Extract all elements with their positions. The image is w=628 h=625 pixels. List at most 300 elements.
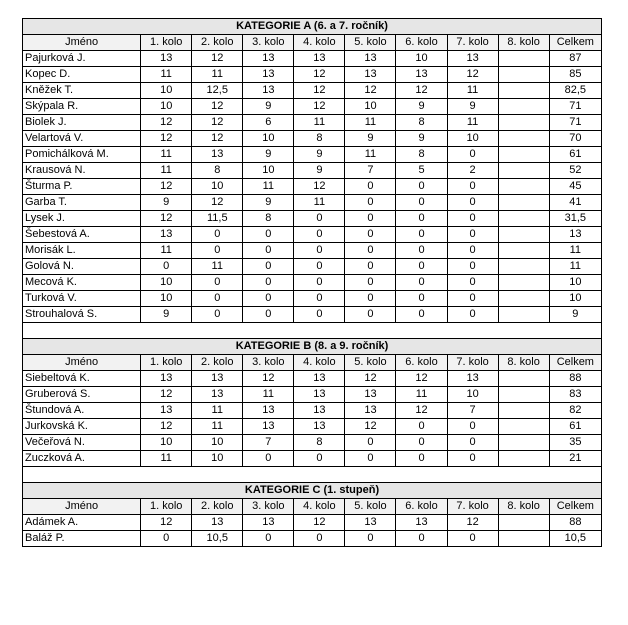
table-row [23,51,602,67]
round-score-cell [498,435,549,451]
round-score-cell: 13 [294,371,345,387]
round-score-cell: 11 [141,67,192,83]
round-score-cell: 13 [192,515,243,531]
round-score-cell: 12 [192,115,243,131]
round-score-cell: 12,5 [192,83,243,99]
participant-name: Mecová K. [23,275,141,291]
column-header: 5. kolo [345,355,396,371]
round-score-cell [498,131,549,147]
spacer-cell [23,323,602,339]
table-row [23,67,602,83]
total-cell: 61 [549,147,601,163]
total-cell: 10 [549,275,601,291]
round-score-cell: 12 [141,419,192,435]
round-score-cell [498,115,549,131]
column-header-row [23,499,602,515]
round-score-cell: 11,5 [192,211,243,227]
round-score-cell [498,99,549,115]
table-row [23,307,602,323]
round-score-cell: 0 [345,259,396,275]
round-score-cell: 7 [345,163,396,179]
round-score-cell: 13 [345,51,396,67]
round-score-cell: 11 [345,147,396,163]
results-sheet [22,18,602,547]
round-score-cell [498,227,549,243]
round-score-cell: 10,5 [192,531,243,547]
total-cell: 11 [549,243,601,259]
column-header: 7. kolo [447,355,498,371]
round-score-cell: 13 [141,51,192,67]
round-score-cell: 13 [447,51,498,67]
column-header: Jméno [23,355,141,371]
round-score-cell: 11 [192,419,243,435]
participant-name: Siebeltová K. [23,371,141,387]
round-score-cell: 0 [447,275,498,291]
round-score-cell: 0 [447,531,498,547]
participant-name: Baláž P. [23,531,141,547]
category-title-row [23,483,602,499]
round-score-cell: 0 [294,227,345,243]
round-score-cell: 0 [294,291,345,307]
results-table [22,18,602,547]
participant-name: Zuczková A. [23,451,141,467]
round-score-cell [498,243,549,259]
round-score-cell: 13 [294,51,345,67]
round-score-cell [498,163,549,179]
column-header: Jméno [23,499,141,515]
round-score-cell: 8 [294,131,345,147]
column-header: 3. kolo [243,499,294,515]
round-score-cell: 12 [447,515,498,531]
round-score-cell: 13 [192,147,243,163]
round-score-cell: 12 [345,83,396,99]
round-score-cell: 0 [141,531,192,547]
round-score-cell: 0 [243,243,294,259]
round-score-cell: 13 [447,371,498,387]
round-score-cell: 0 [141,259,192,275]
round-score-cell: 12 [192,51,243,67]
round-score-cell: 13 [141,403,192,419]
round-score-cell: 0 [396,419,447,435]
participant-name: Krausová N. [23,163,141,179]
column-header: 8. kolo [498,35,549,51]
table-row [23,131,602,147]
round-score-cell: 11 [396,387,447,403]
round-score-cell: 11 [192,259,243,275]
round-score-cell: 10 [243,163,294,179]
round-score-cell: 8 [243,211,294,227]
round-score-cell [498,275,549,291]
round-score-cell: 10 [243,131,294,147]
round-score-cell [498,67,549,83]
column-header: 4. kolo [294,499,345,515]
round-score-cell: 11 [141,451,192,467]
round-score-cell: 0 [192,307,243,323]
column-header: 8. kolo [498,499,549,515]
participant-name: Gruberová S. [23,387,141,403]
round-score-cell: 12 [294,83,345,99]
table-row [23,419,602,435]
round-score-cell: 9 [396,131,447,147]
round-score-cell: 0 [192,291,243,307]
round-score-cell: 0 [294,275,345,291]
table-row [23,195,602,211]
column-header: 3. kolo [243,35,294,51]
participant-name: Pajurková J. [23,51,141,67]
participant-name: Golová N. [23,259,141,275]
round-score-cell: 12 [192,99,243,115]
total-cell: 88 [549,371,601,387]
column-header: 1. kolo [141,355,192,371]
total-cell: 70 [549,131,601,147]
column-header: Jméno [23,35,141,51]
round-score-cell: 0 [294,211,345,227]
round-score-cell: 0 [345,307,396,323]
total-cell: 10 [549,291,601,307]
column-header: 7. kolo [447,35,498,51]
round-score-cell [498,403,549,419]
category-spacer [23,467,602,483]
participant-name: Šturma P. [23,179,141,195]
round-score-cell: 7 [447,403,498,419]
round-score-cell: 0 [192,275,243,291]
round-score-cell: 0 [396,435,447,451]
round-score-cell: 13 [192,371,243,387]
round-score-cell: 8 [396,147,447,163]
round-score-cell: 0 [294,259,345,275]
column-header: 2. kolo [192,499,243,515]
round-score-cell: 12 [396,83,447,99]
round-score-cell: 13 [396,515,447,531]
round-score-cell: 11 [243,387,294,403]
round-score-cell: 9 [243,99,294,115]
round-score-cell: 11 [243,179,294,195]
table-row [23,83,602,99]
column-header: 5. kolo [345,35,396,51]
round-score-cell: 13 [243,83,294,99]
round-score-cell: 0 [345,275,396,291]
table-row [23,403,602,419]
table-row [23,387,602,403]
round-score-cell: 9 [141,307,192,323]
round-score-cell: 12 [243,371,294,387]
round-score-cell: 11 [192,67,243,83]
total-cell: 9 [549,307,601,323]
table-row [23,515,602,531]
round-score-cell: 0 [396,291,447,307]
participant-name: Jurkovská K. [23,419,141,435]
round-score-cell: 0 [396,275,447,291]
round-score-cell: 0 [447,435,498,451]
round-score-cell: 0 [345,195,396,211]
round-score-cell: 0 [345,243,396,259]
round-score-cell [498,147,549,163]
round-score-cell: 0 [243,259,294,275]
round-score-cell: 12 [141,211,192,227]
round-score-cell: 0 [396,195,447,211]
table-row [23,259,602,275]
total-cell: 41 [549,195,601,211]
column-header-row [23,35,602,51]
round-score-cell: 0 [294,307,345,323]
round-score-cell: 5 [396,163,447,179]
round-score-cell: 9 [294,147,345,163]
round-score-cell: 0 [243,227,294,243]
round-score-cell: 13 [396,67,447,83]
round-score-cell: 0 [447,451,498,467]
round-score-cell: 0 [447,259,498,275]
participant-name: Adámek A. [23,515,141,531]
round-score-cell: 13 [243,419,294,435]
round-score-cell: 0 [243,531,294,547]
round-score-cell: 0 [396,211,447,227]
round-score-cell: 10 [141,83,192,99]
round-score-cell [498,211,549,227]
round-score-cell: 13 [294,403,345,419]
round-score-cell: 10 [447,387,498,403]
round-score-cell: 13 [345,515,396,531]
total-cell: 87 [549,51,601,67]
round-score-cell [498,179,549,195]
participant-name: Šebestová A. [23,227,141,243]
participant-name: Strouhalová S. [23,307,141,323]
column-header-row [23,355,602,371]
column-header: 6. kolo [396,355,447,371]
round-score-cell: 11 [141,243,192,259]
round-score-cell: 12 [141,115,192,131]
round-score-cell [498,531,549,547]
column-header: 1. kolo [141,499,192,515]
table-row [23,179,602,195]
column-header: Celkem [549,499,601,515]
round-score-cell: 12 [345,371,396,387]
column-header: Celkem [549,35,601,51]
spacer-cell [23,467,602,483]
round-score-cell [498,387,549,403]
total-cell: 82,5 [549,83,601,99]
round-score-cell: 12 [192,131,243,147]
round-score-cell: 0 [396,243,447,259]
table-row [23,371,602,387]
round-score-cell: 0 [447,307,498,323]
category-title-row [23,339,602,355]
round-score-cell: 13 [294,387,345,403]
round-score-cell: 13 [243,515,294,531]
total-cell: 88 [549,515,601,531]
participant-name: Pomichálková M. [23,147,141,163]
round-score-cell: 0 [396,307,447,323]
round-score-cell: 11 [294,195,345,211]
round-score-cell: 8 [192,163,243,179]
round-score-cell: 12 [192,195,243,211]
column-header: 2. kolo [192,35,243,51]
participant-name: Biolek J. [23,115,141,131]
table-row [23,275,602,291]
round-score-cell: 12 [345,419,396,435]
round-score-cell: 11 [345,115,396,131]
column-header: 7. kolo [447,499,498,515]
round-score-cell: 8 [396,115,447,131]
round-score-cell [498,195,549,211]
participant-name: Kněžek T. [23,83,141,99]
round-score-cell: 0 [192,227,243,243]
round-score-cell: 0 [345,451,396,467]
round-score-cell: 12 [141,515,192,531]
round-score-cell: 12 [294,515,345,531]
table-row [23,147,602,163]
round-score-cell: 0 [345,531,396,547]
round-score-cell: 2 [447,163,498,179]
round-score-cell: 9 [294,163,345,179]
round-score-cell: 13 [243,51,294,67]
total-cell: 21 [549,451,601,467]
round-score-cell: 11 [141,147,192,163]
round-score-cell: 8 [294,435,345,451]
column-header: 4. kolo [294,355,345,371]
round-score-cell: 11 [447,83,498,99]
category-title-row [23,19,602,35]
category-spacer [23,323,602,339]
round-score-cell: 13 [141,227,192,243]
column-header: 4. kolo [294,35,345,51]
total-cell: 35 [549,435,601,451]
round-score-cell: 0 [447,195,498,211]
round-score-cell: 12 [141,179,192,195]
total-cell: 82 [549,403,601,419]
total-cell: 10,5 [549,531,601,547]
round-score-cell: 12 [141,131,192,147]
round-score-cell: 9 [141,195,192,211]
column-header: 1. kolo [141,35,192,51]
category-title: KATEGORIE A (6. a 7. ročník) [23,19,602,35]
round-score-cell: 13 [192,387,243,403]
total-cell: 71 [549,115,601,131]
column-header: 2. kolo [192,355,243,371]
round-score-cell: 11 [294,115,345,131]
round-score-cell: 13 [345,387,396,403]
round-score-cell: 13 [141,371,192,387]
round-score-cell: 13 [294,419,345,435]
round-score-cell: 13 [243,403,294,419]
column-header: 5. kolo [345,499,396,515]
round-score-cell [498,291,549,307]
round-score-cell [498,51,549,67]
round-score-cell: 0 [396,531,447,547]
round-score-cell: 9 [243,147,294,163]
round-score-cell: 12 [396,371,447,387]
participant-name: Lysek J. [23,211,141,227]
table-row [23,99,602,115]
column-header: 8. kolo [498,355,549,371]
round-score-cell: 10 [345,99,396,115]
round-score-cell: 7 [243,435,294,451]
round-score-cell: 13 [345,403,396,419]
round-score-cell: 13 [243,67,294,83]
table-row [23,227,602,243]
round-score-cell: 9 [447,99,498,115]
round-score-cell: 0 [294,451,345,467]
round-score-cell: 0 [447,291,498,307]
participant-name: Morisák L. [23,243,141,259]
round-score-cell: 0 [447,419,498,435]
total-cell: 45 [549,179,601,195]
category-title: KATEGORIE C (1. stupeň) [23,483,602,499]
round-score-cell: 0 [447,227,498,243]
round-score-cell: 10 [141,435,192,451]
round-score-cell: 9 [243,195,294,211]
round-score-cell: 10 [192,179,243,195]
round-score-cell [498,371,549,387]
round-score-cell: 0 [294,243,345,259]
round-score-cell: 0 [345,179,396,195]
round-score-cell: 12 [141,387,192,403]
round-score-cell: 10 [141,99,192,115]
round-score-cell: 12 [294,179,345,195]
round-score-cell: 0 [396,451,447,467]
round-score-cell [498,307,549,323]
round-score-cell: 10 [192,435,243,451]
round-score-cell: 11 [192,403,243,419]
round-score-cell: 0 [192,243,243,259]
participant-name: Večeřová N. [23,435,141,451]
round-score-cell: 0 [345,435,396,451]
table-row [23,435,602,451]
round-score-cell: 10 [141,291,192,307]
table-row [23,115,602,131]
total-cell: 13 [549,227,601,243]
total-cell: 31,5 [549,211,601,227]
total-cell: 71 [549,99,601,115]
column-header: 3. kolo [243,355,294,371]
round-score-cell: 0 [396,259,447,275]
participant-name: Štundová A. [23,403,141,419]
round-score-cell [498,83,549,99]
round-score-cell: 0 [243,307,294,323]
round-score-cell [498,451,549,467]
round-score-cell: 11 [141,163,192,179]
round-score-cell: 0 [243,291,294,307]
table-row [23,243,602,259]
round-score-cell: 0 [447,147,498,163]
round-score-cell [498,419,549,435]
round-score-cell: 10 [192,451,243,467]
round-score-cell: 0 [447,179,498,195]
participant-name: Garba T. [23,195,141,211]
participant-name: Skýpala R. [23,99,141,115]
participant-name: Turková V. [23,291,141,307]
column-header: 6. kolo [396,499,447,515]
round-score-cell: 0 [243,275,294,291]
round-score-cell: 0 [345,227,396,243]
round-score-cell [498,515,549,531]
round-score-cell: 0 [447,211,498,227]
round-score-cell: 12 [396,403,447,419]
round-score-cell: 11 [447,115,498,131]
column-header: 6. kolo [396,35,447,51]
round-score-cell: 12 [294,67,345,83]
table-row [23,291,602,307]
category-title: KATEGORIE B (8. a 9. ročník) [23,339,602,355]
table-row [23,451,602,467]
total-cell: 61 [549,419,601,435]
table-row [23,531,602,547]
round-score-cell: 10 [141,275,192,291]
round-score-cell: 0 [396,227,447,243]
round-score-cell: 9 [396,99,447,115]
participant-name: Kopec D. [23,67,141,83]
table-row [23,211,602,227]
total-cell: 83 [549,387,601,403]
